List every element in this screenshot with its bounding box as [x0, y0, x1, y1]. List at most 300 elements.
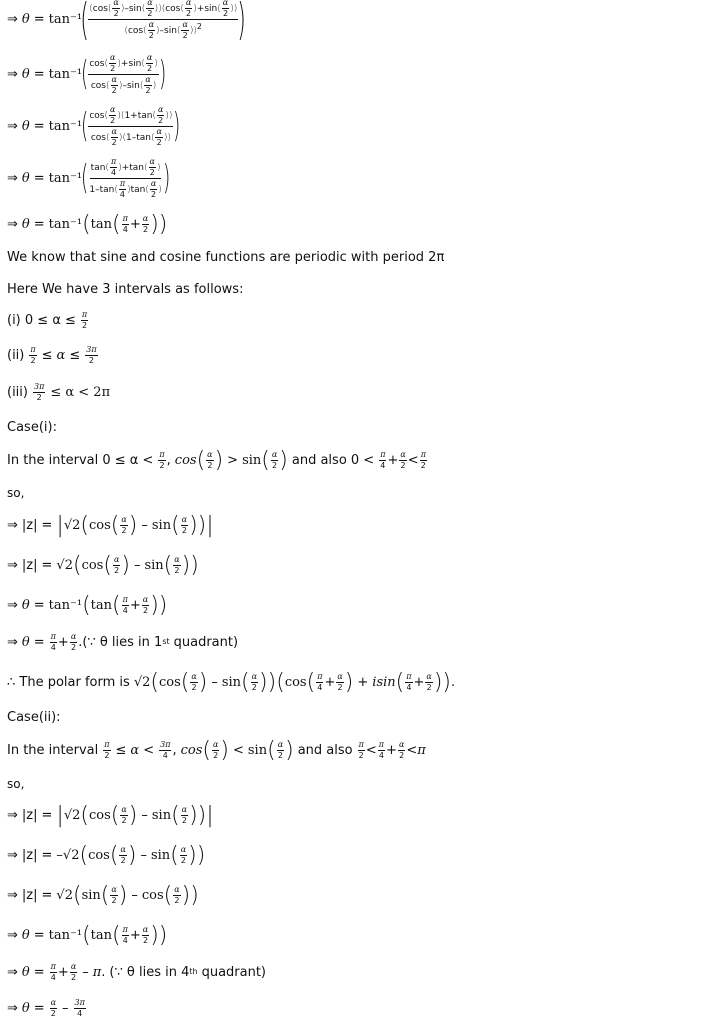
theta-result-case1: ⇒ θ = $\frac{\pi}{4}$ + $\frac{\alpha}{2}$ . (∵ θ lies in 1 st quadrant): [7, 631, 239, 652]
dot: .: [101, 964, 106, 980]
two: 2: [82, 320, 88, 330]
equals-sign: =: [33, 927, 45, 943]
plus: +: [386, 742, 397, 758]
pi: π: [406, 671, 412, 681]
comma: ,: [166, 452, 171, 468]
sqrt-two: √2: [63, 807, 81, 823]
sin-fn: sin: [128, 58, 142, 69]
minus: –: [141, 807, 148, 823]
sin-fn: sin: [151, 807, 172, 823]
equals-sign: =: [33, 597, 45, 613]
two: 2: [111, 85, 117, 95]
implies-symbol: ⇒: [7, 847, 18, 863]
main-fraction: (cos( $\frac{\alpha}{2}$ )–sin( $\frac{\alpha}{2}$ ))(cos( $\frac{\alpha}{2}$ )+sin( $\frac{\alpha}{2}$ )) (cos( $\frac{\alpha}{2}$ )–sin( $\frac{\alpha}{2}$ ))2: [89, 0, 238, 40]
two: 2: [180, 855, 186, 865]
alpha: α: [142, 213, 149, 223]
equals-sign: =: [33, 11, 45, 27]
lt: <: [406, 742, 418, 758]
periodic-text: We know that sine and cosine functions are periodic with period 2π: [7, 249, 445, 265]
gt: >: [227, 452, 239, 468]
two: 2: [110, 63, 116, 73]
theta-symbol: θ: [21, 597, 30, 613]
modulus-z: |z|: [21, 557, 38, 573]
two: 2: [399, 750, 405, 760]
theta-line-case2: ⇒ θ = tan⁻¹ ( tan ( $\frac{\pi}{4}$ + $\frac{\alpha}{2}$ ) ): [7, 922, 168, 948]
interval-2: [7, 341, 99, 369]
cos-fn: cos: [127, 25, 144, 36]
alpha: α: [110, 104, 116, 114]
so-1: [7, 485, 24, 501]
quadrant-tail: quadrant): [201, 964, 267, 980]
alpha: α: [149, 156, 155, 166]
minus: –: [62, 1000, 69, 1016]
pi: π: [380, 449, 386, 459]
plus: +: [121, 162, 130, 173]
two: 2: [151, 189, 157, 199]
two: 2: [88, 355, 94, 365]
implies-symbol: ⇒: [7, 807, 18, 823]
alpha: α: [157, 104, 164, 114]
two: 2: [110, 115, 116, 125]
two: 2: [182, 30, 188, 40]
tan-fn: tan: [129, 162, 145, 173]
alpha: α: [146, 52, 153, 62]
alpha: α: [121, 514, 127, 524]
cos-fn: cos: [141, 887, 164, 903]
two: 2: [400, 460, 406, 470]
plus: +: [57, 634, 69, 650]
alpha: α: [398, 739, 405, 749]
equation-line-2: ⇒ θ = tan⁻¹ ( cos( $\frac{\alpha}{2}$ )+sin( $\frac{\alpha}{2}$ ) cos( $\frac{\alpha}{2}$ )–sin( $\frac{\alpha}{2}$ ) ): [7, 52, 167, 95]
cos-fn: cos: [89, 58, 105, 69]
periodic-statement: [7, 248, 444, 266]
alpha: α: [251, 671, 258, 681]
alpha: α: [70, 961, 77, 971]
pi: π: [92, 964, 102, 980]
pi: π: [159, 449, 165, 459]
three-pi: 3π: [86, 344, 97, 354]
i-sin-fn: isin: [372, 674, 396, 690]
interval-1-text: (i) 0 ≤ α ≤: [7, 312, 76, 328]
two: 2: [104, 750, 110, 760]
case-2-interval-text: In the interval: [7, 742, 99, 758]
tan-fn: tan: [99, 184, 115, 195]
theta-symbol: θ: [21, 118, 30, 134]
one: 1: [125, 132, 132, 143]
fraction: cos( $\frac{\alpha}{2}$ )(1+tan( $\frac{\alpha}{2}$ )) cos( $\frac{\alpha}{2}$ )(1–tan( $\frac{\alpha}{2}$ )): [89, 104, 173, 147]
minus: –: [159, 25, 165, 36]
lt: <: [232, 742, 244, 758]
dot: .: [451, 674, 456, 690]
intervals-intro-text: Here We have 3 intervals as follows:: [7, 281, 244, 297]
plus: +: [129, 597, 141, 613]
plus: +: [120, 58, 129, 69]
cos-fn: cos: [90, 132, 106, 143]
lt: <: [143, 742, 155, 758]
comma: ,: [172, 742, 177, 758]
two: 2: [50, 1008, 56, 1018]
two: 2: [145, 85, 151, 95]
two: 2: [181, 525, 187, 535]
sin-fn: sin: [81, 887, 101, 903]
four: 4: [50, 972, 56, 982]
two: 2: [251, 682, 257, 692]
sin-fn: sin: [164, 25, 177, 36]
theta-symbol: θ: [21, 170, 30, 186]
arctan-function: tan⁻¹: [48, 597, 83, 613]
sqrt-two: √2: [56, 557, 73, 573]
three-pi: 3π: [74, 997, 85, 1007]
theta-symbol: θ: [21, 216, 30, 232]
case-1-heading: [7, 418, 57, 436]
pi: π: [122, 594, 128, 604]
pi: π: [81, 309, 88, 319]
alpha: α: [113, 554, 120, 564]
plus: +: [57, 964, 69, 980]
two: 2: [142, 605, 149, 615]
modulus-line-2: ⇒ |z| = √2 ( cos ( $\frac{\alpha}{2}$ ) – sin ( $\frac{\alpha}{2}$ ) ): [7, 552, 199, 578]
two: 2: [222, 8, 229, 18]
implies-symbol: ⇒: [7, 11, 18, 27]
implies-symbol: ⇒: [7, 927, 18, 943]
implies-symbol: ⇒: [7, 964, 18, 980]
minus: –: [131, 132, 137, 143]
alpha: α: [181, 804, 188, 814]
pi: π: [417, 742, 426, 758]
two: 2: [111, 895, 117, 905]
four: 4: [122, 935, 128, 945]
implies-symbol: ⇒: [7, 170, 18, 186]
equation-line-4: ⇒ θ = tan⁻¹ ( tan( $\frac{\pi}{4}$ )+tan( $\frac{\alpha}{2}$ ) 1–tan( $\frac{\pi}{4}$ )tan( $\frac{\alpha}{2}$ ) ): [7, 156, 171, 199]
four: 4: [122, 224, 128, 234]
pi: π: [30, 344, 36, 354]
arctan-function: tan⁻¹: [48, 66, 83, 82]
alpha: α: [222, 0, 229, 7]
quadrant-note-4: (∵ θ lies in 4: [109, 964, 190, 980]
alpha: α: [271, 449, 278, 459]
alpha: α: [174, 554, 180, 564]
implies-symbol: ⇒: [7, 1000, 18, 1016]
dot: .: [78, 634, 83, 650]
two: 2: [147, 8, 153, 18]
implies-symbol: ⇒: [7, 216, 18, 232]
two: 2: [142, 224, 149, 234]
two: 2: [337, 682, 343, 692]
so-text: so,: [7, 486, 25, 500]
interval-3-text: (iii): [7, 384, 28, 400]
cos-fn: cos: [88, 807, 111, 823]
minus: –: [211, 674, 218, 690]
interval-2-text: (ii): [7, 347, 25, 363]
alpha: α: [130, 742, 140, 758]
four: 4: [122, 605, 128, 615]
plus: +: [196, 3, 205, 14]
tan-fn: tan: [90, 162, 106, 173]
tan-fn: tan: [136, 132, 151, 143]
four: 4: [317, 682, 323, 692]
four: 4: [119, 189, 125, 199]
alpha: α: [212, 739, 219, 749]
alpha: α: [337, 671, 343, 681]
sin-fn: sin: [204, 3, 218, 14]
pi: π: [119, 178, 126, 188]
alpha: α: [111, 884, 117, 894]
two: 2: [174, 565, 180, 575]
alpha: α: [56, 347, 66, 363]
equation-line-1: [7, 0, 247, 45]
plus: +: [129, 216, 141, 232]
sin-fn: sin: [126, 80, 140, 91]
interval-3-tail: ≤ α < 2π: [50, 384, 111, 400]
alpha: α: [207, 449, 213, 459]
theta-symbol: θ: [21, 927, 30, 943]
equation-line-3: ⇒ θ = tan⁻¹ ( cos( $\frac{\alpha}{2}$ )(1+tan( $\frac{\alpha}{2}$ )) cos( $\frac{\alpha}{2}$ )(1–tan( $\frac{\alpha}{2}$ )) ): [7, 104, 181, 147]
two: 2: [70, 972, 77, 982]
alpha: α: [147, 0, 153, 7]
sqrt-two: √2: [133, 674, 151, 690]
alpha: α: [142, 924, 149, 934]
two: 2: [70, 642, 77, 652]
two: 2: [358, 750, 364, 760]
equals-sign: =: [33, 170, 45, 186]
two: 2: [420, 460, 426, 470]
quadrant-tail: quadrant): [173, 634, 239, 650]
sin-fn: sin: [247, 742, 268, 758]
case-1-interval: In the interval 0 ≤ α < $\frac{\pi}{2}$ , cos ( $\frac{\alpha}{2}$ ) > sin ( $\frac{\alpha}{2}$ ) and also 0 < $\frac{\pi}{4}$ + $\frac{\alpha}{2}$ < $\frac{\pi}{2}$: [7, 447, 426, 473]
two: 2: [174, 895, 180, 905]
minus: –: [122, 80, 127, 91]
two: 2: [277, 750, 283, 760]
case-2-heading: [7, 708, 61, 726]
four: 4: [111, 167, 117, 177]
theta-symbol: θ: [21, 11, 30, 27]
two: 2: [156, 137, 162, 147]
pi: π: [378, 739, 385, 749]
equals-sign: =: [41, 557, 53, 573]
two: 2: [147, 63, 153, 73]
alpha: α: [277, 739, 284, 749]
cos-fn: cos: [81, 557, 104, 573]
alpha: α: [50, 997, 57, 1007]
implies-symbol: ⇒: [7, 517, 18, 533]
two: 2: [111, 137, 117, 147]
cos-fn: cos: [284, 674, 307, 690]
alpha: α: [156, 126, 162, 136]
equation-line-5: ⇒ θ = tan⁻¹ ( tan ( $\frac{\pi}{4}$ + $\frac{\alpha}{2}$ ) ): [7, 211, 168, 237]
plus: +: [130, 110, 138, 121]
tan-fn: tan: [137, 110, 153, 121]
quadrant-note-1: (∵ θ lies in 1: [82, 634, 163, 650]
alpha: α: [191, 671, 197, 681]
implies-symbol: ⇒: [7, 887, 18, 903]
pi: π: [110, 156, 117, 166]
cos-fn: cos: [158, 674, 181, 690]
neg-sqrt-two: –√2: [56, 847, 80, 863]
alpha: α: [185, 0, 192, 7]
alpha: α: [121, 804, 127, 814]
plus: +: [387, 452, 399, 468]
minus: –: [124, 3, 129, 14]
minus: –: [141, 517, 148, 533]
and-also-text: and also: [297, 742, 353, 758]
theta-symbol: θ: [21, 66, 30, 82]
arctan-function: tan⁻¹: [48, 927, 83, 943]
four: 4: [77, 1008, 83, 1018]
plus: +: [324, 674, 336, 690]
arctan-function: tan⁻¹: [48, 216, 83, 232]
equals-sign: =: [33, 964, 45, 980]
equals-sign: =: [33, 66, 45, 82]
alpha: α: [148, 19, 155, 29]
plus: +: [413, 674, 425, 690]
alpha: α: [110, 52, 116, 62]
alpha: α: [111, 74, 117, 84]
two: 2: [149, 167, 155, 177]
minus: –: [95, 184, 100, 195]
theta-symbol: θ: [21, 634, 30, 650]
square-exponent: 2: [196, 21, 202, 31]
modulus-line-1: ⇒ |z| = | √2 ( cos ( $\frac{\alpha}{2}$ ) – sin ( $\frac{\alpha}{2}$ ) ) |: [7, 512, 214, 538]
alpha: α: [180, 844, 187, 854]
equals-sign: =: [33, 634, 45, 650]
leq: ≤: [41, 347, 53, 363]
modulus-z: |z|: [21, 847, 38, 863]
tan-fn: tan: [90, 927, 113, 943]
minus: –: [131, 887, 138, 903]
tan-fn: tan: [90, 216, 113, 232]
cos-fn: cos: [88, 517, 111, 533]
alpha: α: [182, 19, 188, 29]
polar-form-line: ∴ The polar form is √2 ( cos ( $\frac{\alpha}{2}$ ) – sin ( $\frac{\alpha}{2}$ ) ) ( cos ( $\frac{\pi}{4}$ + $\frac{\alpha}{2}$ ) + isin ( $\frac{\pi}{4}$ + $\frac{\alpha}{2}$ ) ) .: [7, 669, 456, 695]
equals-sign: =: [41, 807, 53, 823]
modulus-z: |z|: [21, 807, 38, 823]
cos-fn: cos: [180, 742, 203, 758]
four: 4: [50, 642, 56, 652]
minus: –: [140, 847, 147, 863]
modulus-z: |z|: [21, 887, 38, 903]
two: 2: [36, 392, 42, 402]
two: 2: [142, 935, 149, 945]
polar-form-text: ∴ The polar form is: [7, 674, 130, 690]
interval-1: [7, 306, 89, 334]
two: 2: [426, 682, 432, 692]
and-also-text: and also 0 <: [291, 452, 375, 468]
two: 2: [120, 855, 126, 865]
cos-fn: cos: [89, 110, 105, 121]
implies-symbol: ⇒: [7, 66, 18, 82]
modulus-line-5: ⇒ |z| = √2 ( sin ( $\frac{\alpha}{2}$ ) – cos ( $\frac{\alpha}{2}$ ) ): [7, 882, 199, 908]
sin-fn: sin: [144, 557, 164, 573]
plus: +: [129, 927, 141, 943]
sin-fn: sin: [242, 452, 262, 468]
two: 2: [159, 460, 165, 470]
plus: +: [357, 674, 369, 690]
cos-fn: cos: [165, 3, 181, 14]
case-2-interval: In the interval $\frac{\pi}{2}$ ≤ α < $\frac{3\pi}{4}$ , cos ( $\frac{\alpha}{2}$ ) < sin ( $\frac{\alpha}{2}$ ) and also $\frac{\pi}{2}$ < $\frac{\pi}{4}$ + $\frac{\alpha}{2}$ < π: [7, 737, 426, 763]
equals-sign: =: [41, 847, 53, 863]
theta-symbol: θ: [21, 1000, 30, 1016]
four: 4: [162, 750, 168, 760]
alpha: α: [120, 844, 126, 854]
alpha: α: [174, 884, 180, 894]
sin-fn: sin: [151, 517, 172, 533]
two: 2: [30, 355, 36, 365]
two: 2: [186, 8, 192, 18]
pi: π: [122, 924, 128, 934]
pi: π: [50, 631, 56, 641]
arctan-function: tan⁻¹: [48, 118, 83, 134]
cos-fn: cos: [88, 847, 110, 863]
so-2: [7, 776, 24, 792]
implies-symbol: ⇒: [7, 597, 18, 613]
pi: π: [358, 739, 364, 749]
modulus-line-3: ⇒ |z| = | √2 ( cos ( $\frac{\alpha}{2}$ ) – sin ( $\frac{\alpha}{2}$ ) ) |: [7, 802, 214, 828]
two: 2: [213, 750, 219, 760]
two: 2: [113, 8, 119, 18]
modulus-z: |z|: [21, 517, 38, 533]
two: 2: [121, 525, 127, 535]
four: 4: [380, 460, 386, 470]
implies-symbol: ⇒: [7, 118, 18, 134]
two: 2: [272, 460, 278, 470]
theta-symbol: θ: [21, 964, 30, 980]
left-paren: (: [80, 0, 89, 45]
alpha: α: [142, 594, 149, 604]
theta-result-case2: ⇒ θ = $\frac{\pi}{4}$ + $\frac{\alpha}{2}$ – π . (∵ θ lies in 4 th quadrant): [7, 961, 267, 982]
alpha: α: [70, 631, 77, 641]
fraction: tan( $\frac{\pi}{4}$ )+tan( $\frac{\alpha}{2}$ ) 1–tan( $\frac{\pi}{4}$ )tan( $\frac{\alpha}{2}$ ): [89, 156, 162, 199]
case-1-label: Case(i):: [7, 419, 57, 435]
two: 2: [148, 30, 154, 40]
pi: π: [104, 739, 110, 749]
two: 2: [114, 565, 120, 575]
minus: –: [82, 964, 89, 980]
pi: π: [420, 449, 426, 459]
one: 1: [124, 110, 131, 121]
four: 4: [406, 682, 412, 692]
two: 2: [191, 682, 197, 692]
minus: –: [133, 557, 141, 573]
alpha: α: [426, 671, 432, 681]
arctan-function: tan⁻¹: [48, 11, 83, 27]
pi: π: [122, 213, 128, 223]
implies-symbol: ⇒: [7, 634, 18, 650]
case-1-interval-text: In the interval 0 ≤ α <: [7, 452, 154, 468]
pi: π: [317, 671, 323, 681]
lt: <: [407, 452, 419, 468]
implies-symbol: ⇒: [7, 557, 18, 573]
theta-final: [7, 994, 87, 1022]
two: 2: [207, 460, 213, 470]
alpha: α: [400, 449, 406, 459]
equals-sign: =: [41, 517, 53, 533]
fraction: cos( $\frac{\alpha}{2}$ )+sin( $\frac{\alpha}{2}$ ) cos( $\frac{\alpha}{2}$ )–sin( $\frac{\alpha}{2}$ ): [89, 52, 158, 95]
so-text: so,: [7, 777, 25, 791]
leq: ≤: [69, 347, 81, 363]
arctan-function: tan⁻¹: [48, 170, 83, 186]
alpha: α: [181, 514, 188, 524]
alpha: α: [145, 74, 151, 84]
cos-fn: cos: [92, 3, 108, 14]
sqrt-two: √2: [63, 517, 81, 533]
four: 4: [378, 750, 384, 760]
alpha: α: [113, 0, 119, 7]
theta-line-case1: ⇒ θ = tan⁻¹ ( tan ( $\frac{\pi}{4}$ + $\frac{\alpha}{2}$ ) ): [7, 592, 168, 618]
one: 1: [89, 184, 96, 195]
equals-sign: =: [33, 118, 45, 134]
cos-fn: cos: [174, 452, 197, 468]
tan-fn: tan: [90, 597, 113, 613]
